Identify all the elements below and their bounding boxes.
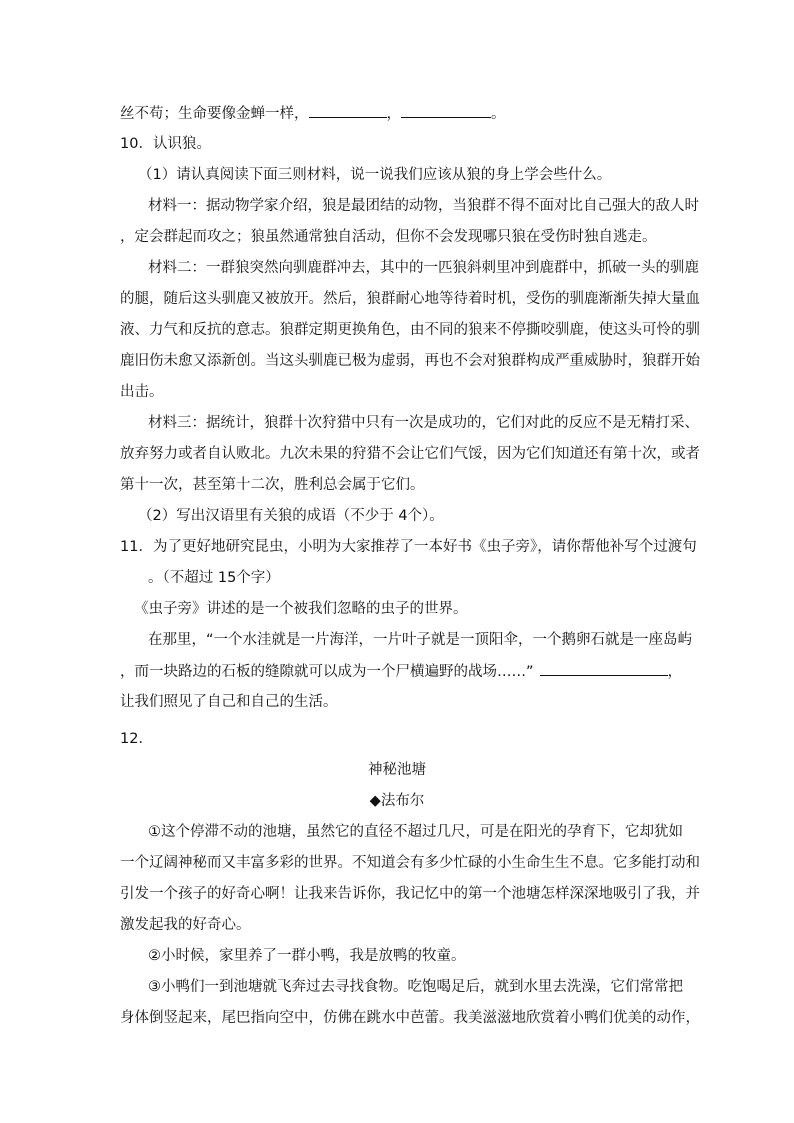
- answer-blank[interactable]: [540, 661, 668, 676]
- material-2-line: 的腿，随后这头驯鹿又被放开。然后，狼群耐心地等待着时机，受伤的驯鹿渐渐失掉大量血: [120, 291, 700, 307]
- article-author: ◆法布尔: [369, 793, 425, 809]
- article-paragraph-3: 身体倒竖起来，尾巴指向空中，仿佛在跳水中芭蕾。我美滋滋地欣赏着小鸭们优美的动作，: [120, 1010, 700, 1026]
- question-11-line: 让我们照见了自己和自己的生活。: [120, 694, 338, 710]
- material-2-line: 出击。: [120, 384, 164, 400]
- question-10-part-2: （2）写出汉语里有关狼的成语（不少于 4个）。: [138, 508, 444, 524]
- text: ，: [667, 664, 683, 680]
- question-10-part-1: （1）请认真阅读下面三则材料，说一说我们应该从狼的身上学会些什么。: [138, 167, 612, 183]
- line-q9-end: [120, 103, 506, 124]
- question-12-heading: 12．: [120, 731, 153, 747]
- material-3-line: 放弃努力或者自认败北。九次未果的狩猎不会让它们气馁，因为它们知道还有第十次，或者: [120, 446, 700, 462]
- article-title: 神秘池塘: [368, 762, 426, 778]
- article-paragraph-2: ②小时候，家里养了一群小鸭，我是放鸭的牧童。: [148, 948, 466, 964]
- question-11-line: 在那里，“一个水洼就是一片海洋，一片叶子就是一顶阳伞，一个鹅卵石就是一座岛屿: [148, 632, 693, 648]
- material-2-line: 液、力气和反抗的意志。狼群定期更换角色，由不同的狼来不停撕咬驯鹿，使这头可怜的驯: [120, 322, 700, 338]
- answer-blank[interactable]: [401, 103, 491, 118]
- text: 。: [491, 106, 506, 122]
- material-1-line: ，定会群起而攻之；狼虽然通常独自活动，但你不会发现哪只狼在受伤时独自逃走。: [120, 229, 657, 245]
- article-paragraph-1: ①这个停滞不动的池塘，虽然它的直径不超过几尺，可是在阳光的孕育下，它却犹如: [148, 824, 683, 840]
- answer-blank[interactable]: [309, 103, 387, 118]
- material-2-line: 鹿旧伤未愈又添新创。当这头驯鹿已极为虚弱，再也不会对狼群构成严重威胁时，狼群开始: [120, 353, 700, 369]
- material-2-line: 材料二：一群狼突然向驯鹿群冲去，其中的一匹狼斜刺里冲到鹿群中，抓破一头的驯鹿: [148, 260, 699, 276]
- material-3-line: 第十一次，甚至第十二次，胜利总会属于它们。: [120, 477, 425, 493]
- article-paragraph-1: 激发起我的好奇心。: [120, 917, 251, 933]
- material-1-line: 材料一：据动物学家介绍，狼是最团结的动物，当狼群不得不面对比自己强大的敌人时: [148, 198, 699, 214]
- article-paragraph-3: ③小鸭们一到池塘就飞奔过去寻找食物。吃饱喝足后，就到水里去洗澡，它们常常把: [148, 979, 683, 995]
- text: ，而一块路边的石板的缝隙就可以成为一个尸横遍野的战场……”: [120, 664, 534, 680]
- question-11-line: [120, 661, 682, 682]
- question-11-line: 《虫子旁》讲述的是一个被我们忽略的虫子的世界。: [134, 601, 468, 617]
- question-10-heading: 10．认识狼。: [120, 136, 211, 152]
- question-11-line: 11．为了更好地研究昆虫，小明为大家推荐了一本好书《虫子旁》，请你帮他补写个过渡句: [120, 539, 697, 555]
- text: ，: [386, 106, 401, 122]
- material-3-line: 材料三：据统计，狼群十次狩猎中只有一次是成功的，它们对此的反应不是无精打采、: [148, 415, 699, 431]
- article-paragraph-1: 一个辽阔神秘而又丰富多彩的世界。不知道会有多少忙碌的小生命生生不息。它多能打动和: [120, 855, 700, 871]
- text: 丝不苟；生命要像金蝉一样，: [120, 106, 309, 122]
- question-11-line: 。（不超过 15个字）: [148, 570, 280, 586]
- article-paragraph-1: 引发一个孩子的好奇心啊！让我来告诉你，我记忆中的第一个池塘怎样深深地吸引了我，并: [120, 886, 700, 902]
